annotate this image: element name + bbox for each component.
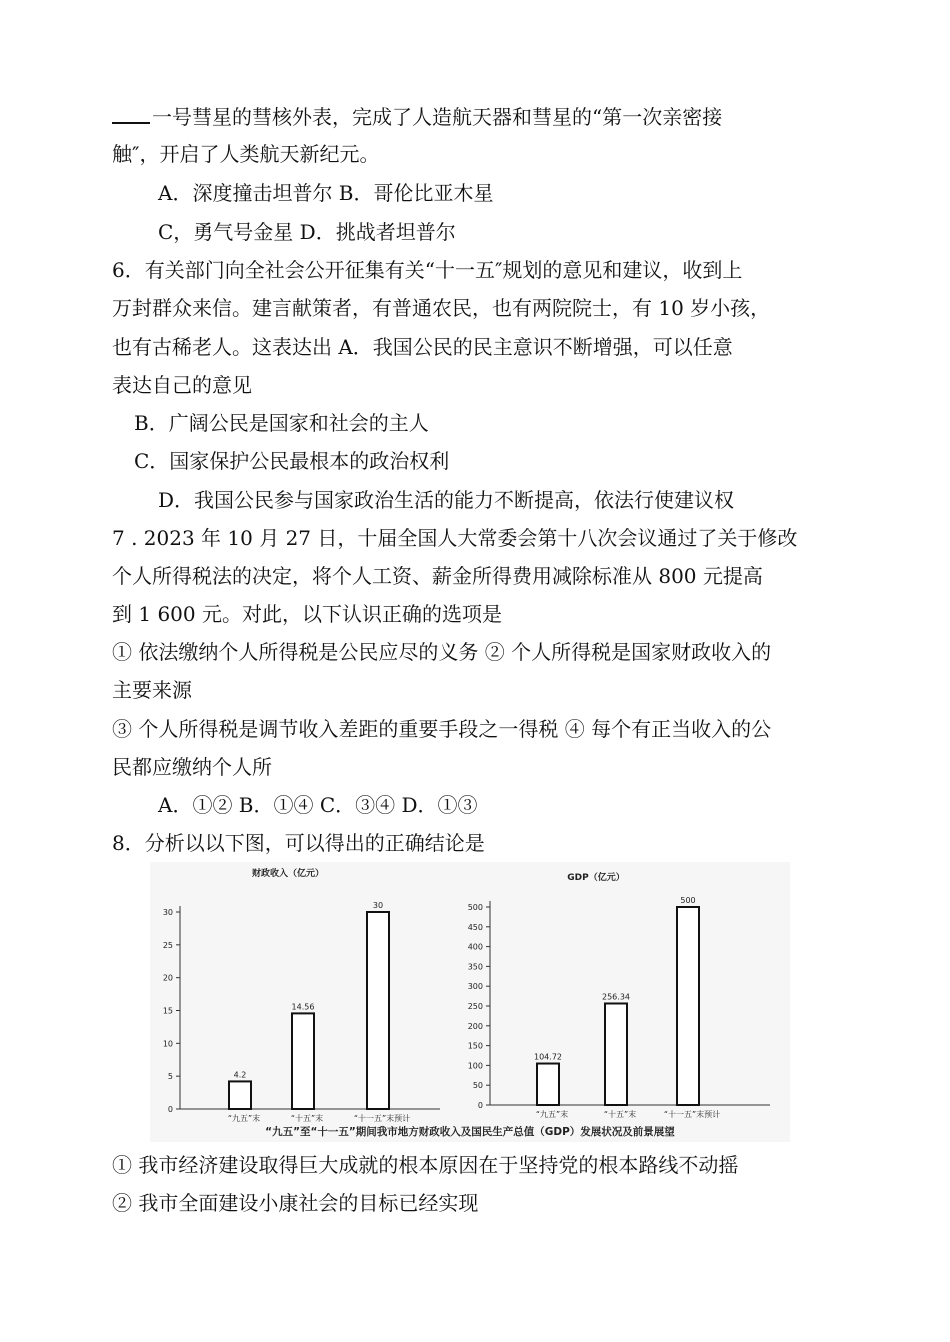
bar — [229, 1081, 251, 1109]
option-line: D．我国公民参与国家政治生活的能力不断提高，依法行使建议权 — [158, 488, 735, 512]
y-tick-label: 15 — [162, 1006, 173, 1016]
y-tick-label: 500 — [467, 903, 483, 912]
x-tick-label: “十五”末 — [603, 1110, 637, 1119]
text-line: 也有古稀老人。这表达出 A．我国公民的民主意识不断增强，可以任意 — [112, 335, 733, 359]
bar — [605, 1003, 627, 1105]
text-line: 触″，开启了人类航天新纪元。 — [112, 142, 380, 166]
y-tick-label: 450 — [467, 922, 483, 932]
option-line: A．深度撞击坦普尔 B．哥伦比亚木星 — [158, 181, 494, 205]
text-line: 表达自己的意见 — [112, 373, 252, 397]
text-line: ② 我市全面建设小康社会的目标已经实现 — [112, 1191, 479, 1215]
y-tick-label: 100 — [467, 1061, 483, 1071]
bar — [367, 912, 389, 1109]
y-tick-label: 150 — [467, 1041, 483, 1051]
bar-value-label: 104.72 — [534, 1052, 562, 1062]
bar — [292, 1013, 314, 1109]
text-line: 主要来源 — [112, 678, 192, 702]
y-tick-label: 10 — [162, 1039, 173, 1049]
y-tick-label: 20 — [162, 973, 173, 983]
x-tick-label: “十五”末 — [290, 1114, 324, 1123]
bar-value-label: 256.34 — [602, 992, 630, 1002]
y-tick-label: 0 — [167, 1105, 173, 1114]
y-tick-label: 250 — [467, 1002, 483, 1011]
y-tick-label: 30 — [162, 908, 173, 917]
x-tick-label: “九五”末 — [535, 1110, 569, 1119]
figure-caption: “九五”至“十一五”期间我市地方财政收入及国民生产总值（GDP）发展状况及前景展望 — [265, 1126, 675, 1138]
option-line: C，勇气号金星 D．挑战者坦普尔 — [158, 220, 456, 244]
y-tick-label: 50 — [472, 1081, 483, 1091]
question-6-line: 6．有关部门向全社会公开征集有关“十一五″规划的意见和建议，收到上 — [112, 258, 743, 282]
text-line: 万封群众来信。建言献策者，有普通农民，也有两院院士，有 10 岁小孩， — [112, 296, 771, 320]
x-tick-label: “十一五”末预计 — [353, 1114, 411, 1123]
text-line: ① 依法缴纳个人所得税是公民应尽的义务 ② 个人所得税是国家财政收入的 — [112, 640, 772, 664]
text-line: 民都应缴纳个人所 — [112, 755, 272, 779]
y-tick-label: 0 — [477, 1101, 483, 1110]
option-line: B．广阔公民是国家和社会的主人 — [134, 411, 429, 435]
chart-title: GDP（亿元） — [567, 873, 625, 883]
x-tick-label: “九五”末 — [227, 1114, 261, 1123]
y-tick-label: 400 — [467, 942, 483, 952]
y-tick-label: 5 — [167, 1072, 173, 1082]
x-tick-label: “十一五”末预计 — [663, 1110, 721, 1119]
figure-bar-charts — [150, 862, 790, 1142]
question-8-line: 8．分析以以下图，可以得出的正确结论是 — [112, 831, 485, 855]
text-line: ① 我市经济建设取得巨大成就的根本原因在于坚持党的根本路线不动摇 — [112, 1153, 739, 1177]
charts-svg — [150, 862, 790, 1142]
bar-value-label: 4.2 — [233, 1070, 247, 1080]
y-tick-label: 300 — [467, 982, 483, 992]
bar — [677, 907, 699, 1105]
y-tick-label: 25 — [162, 940, 173, 950]
question-7-line: 7 . 2023 年 10 月 27 日，十届全国人大常委会第十八次会议通过了关于修改 — [112, 526, 798, 550]
answer-blank — [112, 102, 150, 124]
y-tick-label: 350 — [467, 962, 483, 972]
y-tick-label: 200 — [467, 1021, 483, 1031]
bar-value-label: 30 — [372, 901, 384, 910]
option-line: A．①② B．①④ C．③④ D．①③ — [158, 793, 478, 817]
text-line: 个人所得税法的决定，将个人工资、薪金所得费用减除标准从 800 元提高 — [112, 564, 763, 588]
option-line: C．国家保护公民最根本的政治权利 — [134, 449, 450, 473]
chart-title: 财政收入（亿元） — [251, 869, 325, 879]
bar-value-label: 500 — [680, 896, 696, 905]
bar-value-label: 14.56 — [291, 1002, 315, 1012]
text-line: ③ 个人所得税是调节收入差距的重要手段之一得税 ④ 每个有正当收入的公 — [112, 717, 772, 741]
text-line: 一号彗星的彗核外表，完成了人造航天器和彗星的“第一次亲密接 — [112, 102, 722, 131]
text-line: 到 1 600 元。对此，以下认识正确的选项是 — [112, 602, 502, 626]
bar — [537, 1064, 559, 1105]
